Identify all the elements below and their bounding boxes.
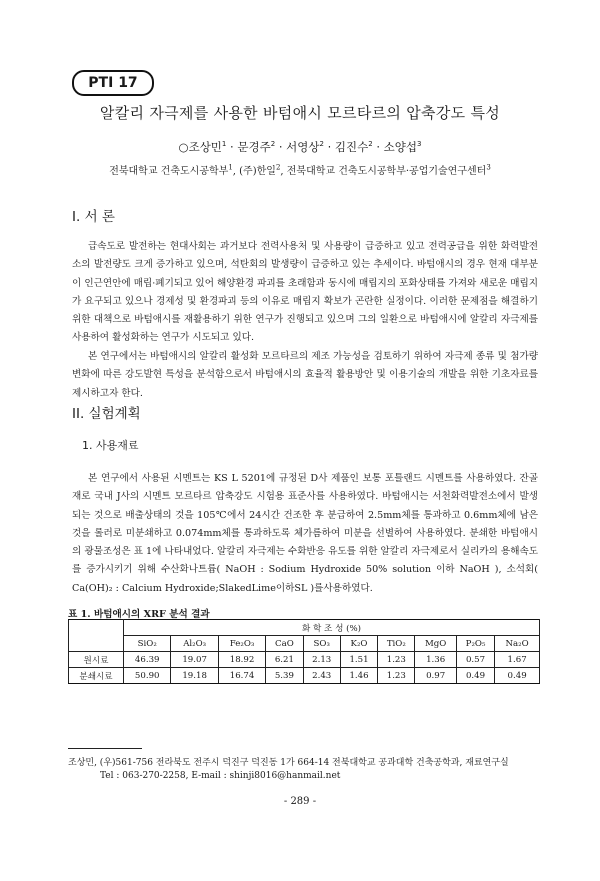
table-cell: 5.39	[266, 668, 303, 684]
author-separator: ·	[376, 140, 380, 154]
paper-title: 알칼리 자극제를 사용한 바텀애시 모르타르의 압축강도 특성	[99, 104, 501, 122]
table-row-label: 분쇄시료	[69, 668, 124, 684]
affiliation-sup: 3	[486, 163, 491, 172]
table-cell: 19.18	[171, 668, 218, 684]
affiliation: 전북대학교 건축도시공학부	[109, 166, 229, 177]
table-column-header: SO₃	[303, 636, 340, 652]
table-cell: 50.90	[124, 668, 171, 684]
affiliation-sup: 1	[228, 163, 233, 172]
author-name: 김진수	[334, 140, 369, 154]
affiliation: 전북대학교 건축도시공학부·공업기술연구센터	[286, 166, 487, 177]
table-row-label: 원시료	[69, 652, 124, 668]
table-cell: 0.57	[456, 652, 494, 668]
materials-paragraph: 본 연구에서 사용된 시멘트는 KS L 5201에 규정된 D사 제품인 보통 포틀랜드 시멘트를 사용하였다. 잔골재로 국내 J사의 시멘트 모르타르 압축강도 시험용 표준사를 사용하였다. 바텀애시는 서천화력발전소에서 발생되는 것으로 배출상태의 것을 105℃에서 24시간 건조한 후 분급하여 2.5mm체를 통과하고 0.6mm체에 남은 것을 롤러로 미분쇄하고 0.074mm체를 통과하도록 체가름하여 미분을 선별하여 사용하였다. 분쇄한 바텀애시의 광물조성은 표 1에 나타내었다. 알칼리 자극제는 수화반응 유도를 위한 알칼리 자극제로서 실리카의 용해속도를 증가시키기 위해 수산화나트륨( NaOH : Sodium Hydroxide 50% solution 이하 NaOH ), 소석회( Ca(OH)₂ : Calcium Hydroxide;SlakedLime이하SL )를사용하였다.	[72, 473, 538, 594]
author-sup: 3	[416, 140, 422, 149]
table-cell: 0.49	[495, 668, 540, 684]
paper-code-badge: PTI 17	[72, 70, 154, 96]
intro-paragraph-1: 급속도로 발전하는 현대사회는 과거보다 전력사용처 및 사용량이 급증하고 있고 전력공급을 위한 화력발전소의 발전량도 크게 증가하고 있으며, 석탄회의 발생량이 급증하고 있는 추세이다. 바텀애시의 경우 현재 대부분이 인근연안에 매립·폐기되고 있어 해양환경 파괴를 초래함과 동시에 매립지의 포화상태를 가져와 새로운 매립지가 요구되고 있으나 경제성 및 환경파괴 등의 이유로 매립지 확보가 곤란한 실정이다. 이러한 문제점을 해결하기 위한 대책으로 바텀애시를 재활용하기 위한 연구가 진행되고 있으며 그의 일환으로 바텀애시에 알칼리 자극제를 사용하여 활성화하는 연구가 시도되고 있다.	[72, 241, 538, 344]
section-heading-experiment: II. 실험계획	[72, 406, 141, 422]
footnote-address: 조상민, (우)561-756 전라북도 전주시 덕진구 덕진동 1가 664-14 전북대학교 공과대학 건축공학과, 재료연구실	[68, 758, 509, 768]
footnote-divider	[68, 748, 142, 749]
table-column-header: Na₂O	[495, 636, 540, 652]
intro-paragraph-2: 본 연구에서는 바텀애시의 알칼리 활성화 모르타르의 제조 가능성을 검토하기 위하여 자극제 종류 및 첨가량 변화에 따른 강도발현 특성을 분석함으로서 바텀애시의 효율적 활용방안 및 이용기술의 개발을 위한 기초자료를 제시하고자 한다.	[72, 351, 538, 399]
author-sup: 1	[221, 140, 227, 149]
table-cell: 2.43	[303, 668, 340, 684]
author-separator: ·	[278, 140, 283, 154]
table-cell: 0.97	[415, 668, 456, 684]
author-name: ○조상민	[178, 140, 222, 154]
affiliation-sup: 2	[275, 163, 281, 172]
affiliation-list: 전북대학교 건축도시공학부$^1$, (주)한일$^2$, 전북대학교 건축도시공학부·공업기술연구센터$^3$	[109, 163, 491, 177]
table-cell: 1.36	[415, 652, 456, 668]
author-name: 서영상	[286, 140, 320, 154]
table-column-header: P₂O₅	[456, 636, 494, 652]
author-name: 소양섭	[383, 140, 417, 154]
affiliation: (주)한일	[239, 166, 276, 177]
table-cell: 1.46	[340, 668, 377, 684]
subsection-heading-materials: 1. 사용재료	[82, 439, 139, 452]
table-cell: 0.49	[456, 668, 494, 684]
table-cell: 1.23	[378, 668, 415, 684]
table-cell: 46.39	[124, 652, 171, 668]
table-cell: 19.07	[171, 652, 218, 668]
table-column-header: MgO	[415, 636, 456, 652]
section-heading-introduction: I. 서 론	[72, 209, 115, 225]
table-column-header: TiO₂	[378, 636, 415, 652]
table-cell: 1.23	[378, 652, 415, 668]
table-column-header: K₂O	[340, 636, 377, 652]
table-header-row	[69, 620, 540, 636]
author-separator: ·	[327, 140, 332, 154]
table-corner-cell	[69, 620, 124, 652]
table-cell: 1.51	[340, 652, 377, 668]
author-name: 문경주	[237, 140, 271, 154]
table-cell: 16.74	[218, 668, 265, 684]
page-number: - 289 -	[283, 796, 317, 807]
xrf-table	[68, 619, 540, 684]
table-column-header: CaO	[266, 636, 303, 652]
table-caption: 표 1. 바텀애시의 XRF 분석 결과	[68, 609, 210, 620]
table-row	[69, 652, 540, 668]
table-column-row	[69, 636, 540, 652]
table-row	[69, 668, 540, 684]
table-cell: 6.21	[266, 652, 303, 668]
table-column-header: Al₂O₃	[171, 636, 218, 652]
table-group-header: 화 학 조 성 (%)	[124, 620, 540, 636]
author-sup: 2	[270, 140, 276, 149]
table-column-header: SiO₂	[124, 636, 171, 652]
author-separator: ·	[230, 140, 234, 154]
table-cell: 2.13	[303, 652, 340, 668]
table-cell: 18.92	[218, 652, 265, 668]
table-column-header: Fe₂O₃	[218, 636, 265, 652]
footnote-contact: Tel : 063-270-2258, E-mail : shinji8016@hanmail.net	[100, 771, 341, 781]
table-cell: 1.67	[495, 652, 540, 668]
author-sup: 2	[319, 140, 324, 149]
author-list	[0, 139, 600, 155]
author-sup: 2	[368, 140, 373, 149]
